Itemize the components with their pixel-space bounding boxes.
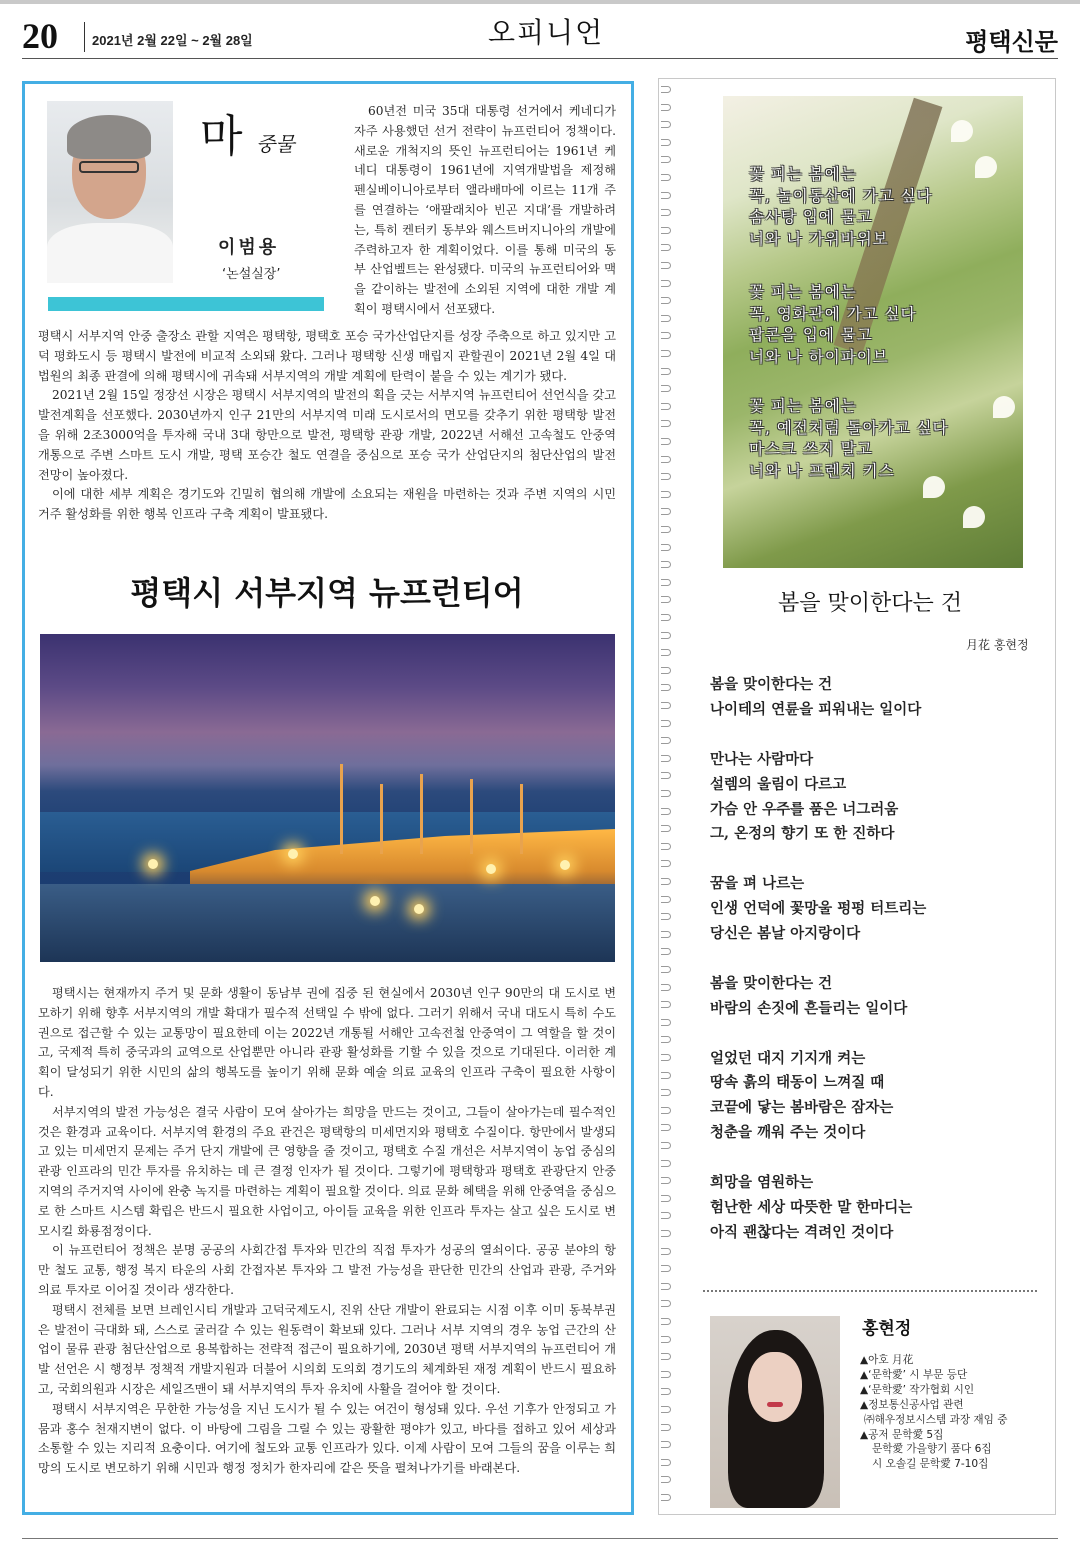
poem-line: 만나는 사람마다 — [710, 750, 814, 768]
spiral-coil — [661, 456, 671, 463]
spiral-coil — [661, 702, 671, 709]
article-paragraph: 서부지역의 발전 가능성은 결국 사람이 모여 살아가는 희망을 만드는 것이고, 그들이 살아가는데 필수적인 것은 환경과 교육이다. 서부지역 환경의 주요 관건은 평택항의 미세먼지와 평택호 수질이다. 항만에서 발생되고 있는 미세먼지 문제는 주거 단지 개발에 큰 영향을 줄 것이고, 평택호 수질 개선은 서부지역이 농업 중심의 관광 인프라의 민간 투자를 유치하는 데 큰 결정 인자가 될 것이다. 그렇기에 평택항과 평택호 관광단지 안중지역의 주거지역 사이에 완충 녹지를 마련하는 계획이 필요할 것이다. 의료 문화 혜택을 위해 안중역을 중심으로 한 스마트 시스템 확립은 반드시 필요한 사업이고, 아이들 교육을 위한 인프라 투자는 살고 싶은 도시로 변모시킬 화룡점정이다. — [38, 1104, 616, 1238]
article-paragraph: 평택시는 현재까지 주거 및 문화 생활이 동남부 권에 집중 된 현실에서 2030년 인구 90만의 대 도시로 변모하기 위해 향후 서부지역의 개발 확대가 필수적 선택일 수 밖에 없다. 그러기 위해서 국내 대도시 특히 수도권으로 접근할 수 있는 교통망이 필요한데 이는 2022년 개통될 서해안 고속전철 안중역이 그 역할을 할 것이고, 국제적 특히 중국과의 교역으로 산업뿐만 아니라 관광 활성화를 기할 수 있을 것으로 기대된다. 이러한 계획이 달성되기 위한 시민의 삶의 행복도를 높이기 위해 문화 예술 의료 교육의 인프라 구축이 필요한 사항이다. — [38, 986, 616, 1099]
port-night-photo — [40, 634, 615, 962]
spiral-coil — [661, 737, 671, 744]
bio-item: ㈜해우정보시스템 과장 재임 중 — [864, 1413, 1008, 1426]
accent-bar — [48, 297, 324, 311]
poem-line: 얼었던 대지 기지개 켜는 — [710, 1049, 866, 1067]
spiral-coil — [661, 1424, 671, 1431]
bio-item: 문학愛 가을향기 품다 6집 — [872, 1443, 992, 1456]
spiral-coil — [661, 1036, 671, 1043]
author-photo — [47, 101, 173, 283]
poem-line: 코끝에 닿는 봄바람은 잠자는 — [710, 1099, 894, 1117]
poem-line: 나이테의 연륜을 피워내는 일이다 — [710, 700, 922, 718]
spiral-coil — [661, 315, 671, 322]
poster-line: 꼭, 놀이동산에 가고 싶다 — [749, 186, 933, 205]
bio-item: ▲‘문학愛’ 작가협회 시인 — [860, 1383, 975, 1396]
spiral-coil — [661, 931, 671, 938]
spiral-coil — [661, 1089, 671, 1096]
poem-line: 청춘을 깨워 주는 것이다 — [710, 1124, 866, 1142]
spiral-coil — [661, 1265, 671, 1272]
spiral-coil — [661, 772, 671, 779]
spiral-coil — [661, 1142, 671, 1149]
poster-line: 꽃 피는 봄에는 — [749, 397, 857, 415]
article-paragraph: 평택시 서부지역은 무한한 가능성을 지닌 도시가 될 수 있는 여건이 형성돼 있다. 우선 기후가 안정되고 가뭄과 홍수 천재지변이 없다. 이 바탕에 그림을 그릴 수 있는 광활한 평야가 있고, 바다를 접하고 있어 세상과 소통할 수 있는 지리적 요충이다. 여기에 철도와 교통 인프라가 있다. 이제 사람이 모여 그들의 꿈을 이루는 희망의 도시로 변모하기 위해 시민과 행정 정치가 한자리에 같은 뜻을 펼쳐나가기를 바래본다. — [38, 1401, 616, 1476]
bio-item: 시 오솔길 문학愛 7-10집 — [872, 1458, 989, 1471]
article-paragraph: 평택시 전체를 보면 브레인시티 개발과 고덕국제도시, 진위 산단 개발이 완료되는 시점 이후 이미 동북부권은 발전이 극대화 돼, 스스로 굴러갈 수 있는 원동력이 확보돼 있다. 그러나 서부 지역의 경우 농업 근간의 산업이 물류 관광 첨단산업으로 용복합하는 전략적 접근이 필요하기에, 2030년 평택 서부지역의 뉴프런티어 개발 선언은 시 행정부 정책적 개발지원과 더불어 시의회 도의회 경기도의 체계화된 재정 계획이 반드시 필요하고, 국회의원과 시장은 세일즈맨이 돼 서부지역의 투자 유치에 사활을 걸어야 할 것이다. — [38, 1302, 616, 1396]
spiral-coil — [661, 1230, 671, 1237]
spiral-coil — [661, 262, 671, 269]
spiral-coil — [661, 948, 671, 955]
spiral-coil — [661, 632, 671, 639]
poster-verse-1 — [749, 164, 932, 250]
poem-stanza — [710, 972, 1040, 1022]
spiral-coil — [661, 244, 671, 251]
header-divider — [84, 22, 85, 52]
spiral-coil — [661, 878, 671, 885]
spiral-coil — [661, 1212, 671, 1219]
spiral-coil — [661, 649, 671, 656]
spiral-coil — [661, 86, 671, 93]
poem-line: 바람의 손짓에 흔들리는 일이다 — [710, 999, 908, 1017]
poem-line: 봄을 맞이한다는 건 — [710, 974, 833, 992]
spiral-coil — [661, 280, 671, 287]
spiral-coil — [661, 1459, 671, 1466]
poem-line: 봄을 맞이한다는 건 — [710, 676, 833, 693]
spiral-coil — [661, 1054, 671, 1061]
spiral-coil — [661, 1195, 671, 1202]
spiral-coil — [661, 104, 671, 111]
top-rule — [0, 0, 1080, 4]
article-headline: 평택시 서부지역 뉴프런티어 — [130, 574, 524, 612]
spiral-coil — [661, 420, 671, 427]
spiral-coil — [661, 1441, 671, 1448]
spiral-coil — [661, 1494, 671, 1501]
spiral-coil — [661, 473, 671, 480]
spiral-coil — [661, 385, 671, 392]
poem-line: 설렘의 울림이 다르고 — [710, 775, 847, 793]
spiral-coil — [661, 209, 671, 216]
poem-stanza — [710, 872, 1040, 947]
article-paragraph: 2021년 2월 15일 정장선 시장은 평택시 서부지역의 발전의 획을 긋는 서부지역 뉴프런티어 선언식을 갖고 발전계획을 선포했다. 2030년까지 인구 21만의 서부지역 미래 도시로서의 면모를 갖추기 위한 평택항 발전을 위해 2조3000억을 투자해 국내 3대 항만으로 발전, 평택항 관광 개발, 2022년 서해선 고속철도 안중역 개통으로 주변 스마트 도시 개발, 평택 포승간 철도 연결을 중심으로 포승 국가 산업단지의 첨단산업의 발전 전망이 높아졌다. — [38, 388, 616, 482]
spiral-coil — [661, 491, 671, 498]
spiral-coil — [661, 1072, 671, 1079]
spiral-coil — [661, 913, 671, 920]
poem-line: 꿈을 펴 나르는 — [710, 875, 805, 893]
spiral-coil — [661, 755, 671, 762]
spiral-coil — [661, 121, 671, 128]
spiral-coil — [661, 896, 671, 903]
poem-stanza — [710, 673, 1040, 723]
poster-verse-3 — [749, 396, 948, 482]
poem-line: 인생 언덕에 꽃망울 펑펑 터트리는 — [710, 900, 927, 918]
bio-item: ▲공저 문학愛 5집 — [860, 1428, 944, 1441]
spiral-coil — [661, 1406, 671, 1413]
author-name: 이범용 — [218, 237, 280, 258]
spiral-coil — [661, 192, 671, 199]
spiral-coil — [661, 1019, 671, 1026]
poster-line: 꽃 피는 봄에는 — [749, 283, 857, 301]
spiral-coil — [661, 332, 671, 339]
poem-line: 당신은 봄날 아지랑이다 — [710, 925, 861, 943]
poster-line: 솜사탕 입에 물고 — [749, 208, 873, 227]
spiral-coil — [661, 1371, 671, 1378]
poster-line: 꼭, 예전처럼 돌아가고 싶다 — [749, 418, 949, 437]
section-title: 오피니언 — [488, 16, 605, 49]
poster-line: 너와 나 프렌치 키스 — [749, 461, 895, 480]
spiral-coil — [661, 1177, 671, 1184]
column-name-small: 중물 — [256, 132, 295, 156]
poster-verse-2 — [749, 282, 916, 368]
poem-poster-image — [723, 96, 1023, 568]
poem-body — [710, 673, 1040, 1271]
spiral-coil — [661, 1388, 671, 1395]
poem-title: 봄을 맞이한다는 건 — [777, 591, 962, 616]
spiral-coil — [661, 508, 671, 515]
header-rule — [22, 58, 1058, 59]
poem-line: 가슴 안 우주를 품은 너그러움 — [710, 800, 899, 818]
bio-item: ▲정보통신공사업 관련 — [860, 1398, 964, 1411]
article-body-bottom — [38, 984, 616, 1479]
spiral-coil — [661, 368, 671, 375]
spiral-coil — [661, 156, 671, 163]
spiral-coil — [661, 561, 671, 568]
spiral-coil — [661, 790, 671, 797]
spiral-coil — [661, 596, 671, 603]
poem-line: 그, 온정의 향기 또 한 진하다 — [710, 825, 895, 843]
poem-line: 희망을 염원하는 — [710, 1174, 814, 1192]
poster-line: 마스크 쓰지 말고 — [749, 440, 873, 459]
notebook-spiral — [661, 86, 673, 1510]
issue-date: 2021년 2월 22일 ~ 2월 28일 — [92, 33, 253, 48]
spiral-coil — [661, 984, 671, 991]
spiral-coil — [661, 1248, 671, 1255]
spiral-coil — [661, 526, 671, 533]
spiral-coil — [661, 1300, 671, 1307]
spiral-coil — [661, 1336, 671, 1343]
poem-stanza — [710, 1171, 1040, 1246]
article-paragraph: 60년전 미국 35대 대통령 선거에서 케네디가 자주 사용했던 선거 전략이 뉴프런티어 정책이다. 새로운 개척지의 뜻인 뉴프런티어는 1961년 케네디 대통령이 1961년에 지역개발법을 제정해 펜실베이니아로부터 앨라배마에 이르는 11개 주를 연결하는 ‘애팔래치아 빈곤 지대’를 개발하려는, 특히 켄터키 동부와 웨스트버지니아의 개발에 주력하고자 한 계획이었다. 이를 통해 미국의 동부 산업벨트는 완성됐다. 미국의 뉴프런티어와 맥을 같이하는 발전에 소외된 지역에 대한 개발 계획이 평택시에서 선포됐다. — [354, 104, 616, 316]
poem-line: 땅속 흙의 태동이 느껴질 때 — [710, 1074, 885, 1092]
article-paragraph: 이에 대한 세부 계획은 경기도와 긴밀히 협의해 개발에 소요되는 재원을 마련하는 것과 주변 지역의 시민 거주 활성화를 위한 행복 인프라 구축 계획이 발표됐다. — [38, 487, 616, 522]
bio-divider — [703, 1290, 1037, 1292]
spiral-coil — [661, 297, 671, 304]
spiral-coil — [661, 684, 671, 691]
author-role: ‘논설실장’ — [222, 267, 281, 282]
spiral-coil — [661, 403, 671, 410]
poem-line: 험난한 세상 따뜻한 말 한마디는 — [710, 1198, 913, 1216]
poem-stanza — [710, 748, 1040, 848]
poster-line: 꼭, 영화관에 가고 싶다 — [749, 304, 917, 323]
spiral-coil — [661, 1001, 671, 1008]
poem-stanza — [710, 1047, 1040, 1147]
article-body-top — [38, 327, 616, 525]
spiral-coil — [661, 966, 671, 973]
spiral-coil — [661, 843, 671, 850]
spiral-coil — [661, 1476, 671, 1483]
poet-bio — [860, 1353, 1008, 1472]
spiral-coil — [661, 1353, 671, 1360]
spiral-coil — [661, 1107, 671, 1114]
spiral-coil — [661, 544, 671, 551]
spiral-coil — [661, 350, 671, 357]
spiral-coil — [661, 1124, 671, 1131]
spiral-coil — [661, 860, 671, 867]
column-name-big: 마 — [200, 111, 243, 162]
article-intro — [354, 102, 616, 320]
spiral-coil — [661, 808, 671, 815]
newspaper-logo: 평택신문 — [965, 27, 1058, 56]
bio-item: ▲아호 月花 — [860, 1354, 914, 1366]
spiral-coil — [661, 614, 671, 621]
spiral-coil — [661, 227, 671, 234]
spiral-coil — [661, 1318, 671, 1325]
poet-name: 홍현정 — [862, 1319, 912, 1339]
poster-line: 너와 나 하이파이브 — [749, 347, 889, 366]
spiral-coil — [661, 1160, 671, 1167]
bottom-rule — [22, 1538, 1058, 1539]
article-paragraph: 이 뉴프런티어 정책은 분명 공공의 사회간접 투자와 민간의 직접 투자가 성공의 열쇠이다. 공공 분야의 항만 철도 교통, 행정 복지 타운의 사회 간접자본 투자와 그 발전 가능성을 판단한 민간의 산업과 관광, 주거와 의료 투자로 이어질 것이라 생각한다. — [38, 1243, 616, 1297]
poet-photo — [710, 1316, 840, 1508]
poster-line: 팝콘을 입에 물고 — [749, 326, 873, 345]
spiral-coil — [661, 579, 671, 586]
poster-line: 꽃 피는 봄에는 — [749, 165, 857, 183]
spiral-coil — [661, 139, 671, 146]
poem-line: 아직 괜찮다는 격려인 것이다 — [710, 1223, 894, 1241]
article-paragraph: 평택시 서부지역 안중 출장소 관할 지역은 평택항, 평택호 포승 국가산업단지를 성장 주축으로 하고 있지만 고덕 평화도시 등 평택시 발전에 비교적 소외돼 왔다. 그러나 평택항 신생 매립지 관할권이 2021년 2월 4일 대법원의 최종 판결에 의해 평택시에 귀속돼 서부지역의 개발 계획에 탄력이 붙을 수 있는 계기가 됐다. — [38, 329, 616, 383]
poster-line: 너와 나 가위바위보 — [749, 229, 889, 248]
spiral-coil — [661, 438, 671, 445]
spiral-coil — [661, 1283, 671, 1290]
bio-item: ▲‘문학愛’ 시 부문 등단 — [860, 1368, 968, 1381]
spiral-coil — [661, 825, 671, 832]
spiral-coil — [661, 174, 671, 181]
spiral-coil — [661, 720, 671, 727]
spiral-coil — [661, 667, 671, 674]
page-number: 20 — [22, 16, 58, 56]
poem-poet: 月花 홍현정 — [966, 638, 1029, 652]
